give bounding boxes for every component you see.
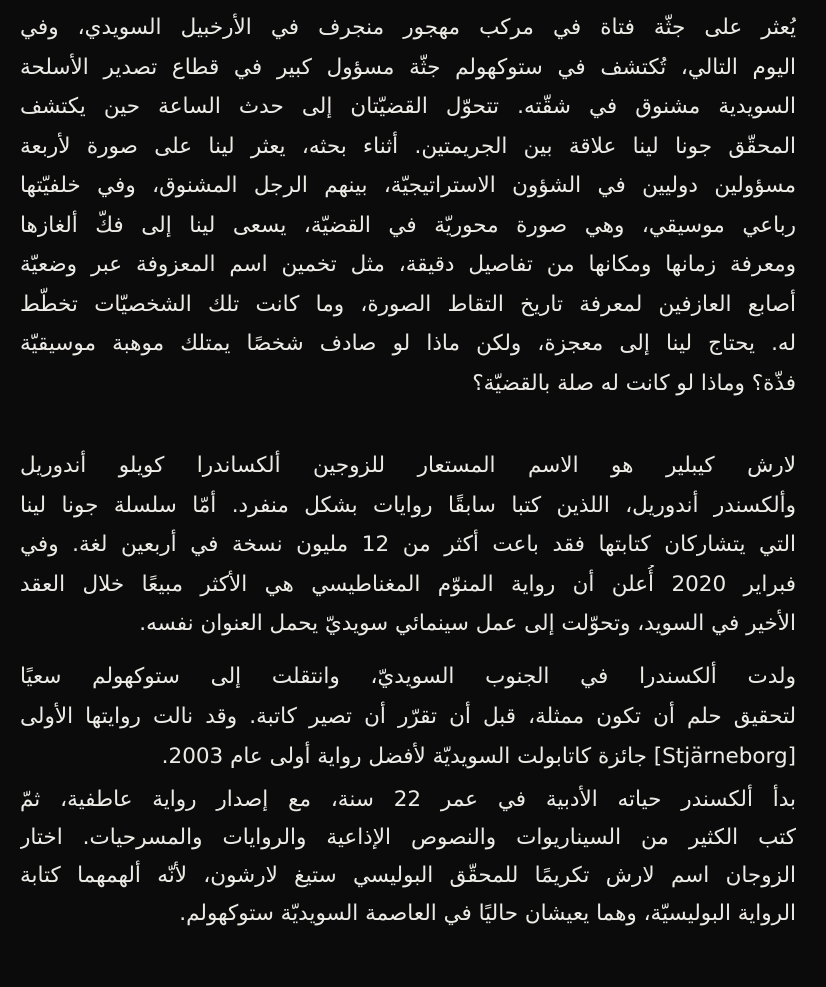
text-line: رباعي موسيقي، وهي صورة محوريّة في القضيّة، يسعى لينا إلى فكّ ألغازها xyxy=(20,212,796,238)
text-line: الأخير في السويد، وتحوّلت إلى عمل سينمائي سويديّ يحمل العنوان نفسه. xyxy=(139,611,796,636)
synopsis-paragraph xyxy=(20,8,796,403)
text-line: لتحقيق حلم أن تكون ممثلة، قبل أن تقرّر أن تصير كاتبة. وقد نالت روايتها الأولى xyxy=(20,704,796,729)
text-line: مسؤولين دوليين في الشؤون الاستراتيجيّة، بينهم الرجل المشنوق، وفي خلفيّتها xyxy=(20,173,796,198)
text-line: فبراير 2020 أُعلن أن رواية المنوّم المغناطيسي هي الأكثر مبيعًا خلال العقد xyxy=(20,571,796,597)
text-line: لارش كيبلير هو الاسم المستعار للزوجين ألكساندرا كويلو أندوريل xyxy=(20,453,796,478)
text-line: يُعثر على جثّة فتاة في مركب مهجور منجرف في الأرخبيل السويدي، وفي xyxy=(20,15,796,40)
text-line: ولدت ألكسندرا في الجنوب السويديّ، وانتقلت إلى ستوكهولم سعيًا xyxy=(20,664,796,689)
text-line: السويدية مشنوق في شقّته. تتحوّل القضيّتان إلى حدث الساعة حين يكتشف xyxy=(20,94,796,119)
text-line: ومعرفة زمانها ومكانها من تفاصيل دقيقة، مثل تخمين اسم المعزوفة عبر وضعيّة xyxy=(20,252,796,277)
alexander-bio-paragraph xyxy=(20,781,796,933)
text-line: له. يحتاج لينا إلى معجزة، ولكن ماذا لو صادف شخصًا يمتلك موهبة موسيقيّة xyxy=(20,331,796,356)
text-line: بدأ ألكسندر حياته الأدبية في عمر 22 سنة، مع إصدار رواية عاطفية، ثمّ xyxy=(20,787,796,812)
text-line: فذّة؟ وماذا لو كانت له صلة بالقضيّة؟ xyxy=(472,370,796,396)
text-line: المحقّق جونا لينا علاقة بين الجريمتين. أثناء بحثه، يعثر لينا على صورة لأربعة xyxy=(20,133,796,159)
text-line: وألكسندر أندوريل، اللذين كتبا سابقًا روايات بشكل منفرد. أمّا سلسلة جونا لينا xyxy=(20,492,796,518)
text-line: [Stjärneborg] جائزة كاتابولت السويديّة لأفضل رواية أولى عام 2003. xyxy=(161,744,796,769)
text-line: التي يتشاركان كتابتها فقد باعت أكثر من 12 مليون نسخة في أربعين لغة. وفي xyxy=(20,532,796,557)
text-line: أصابع العازفين لمعرفة تاريخ التقاط الصورة، وما كانت تلك الشخصيّات تخطّط xyxy=(20,291,796,317)
text-line: الزوجان اسم لارش تكريمًا للمحقّق البوليسي ستيغ لارشون، لأنّه ألهمهما كتابة xyxy=(20,863,796,888)
text-line: كتب الكثير من السيناريوات والنصوص الإذاعية والروايات والمسرحيات. اختار xyxy=(20,825,796,850)
text-line: الرواية البوليسيّة، وهما يعيشان حاليًا في العاصمة السويديّة ستوكهولم. xyxy=(179,901,796,926)
author-bio-paragraph xyxy=(20,446,796,644)
alexandra-bio-paragraph xyxy=(20,657,796,777)
text-line: اليوم التالي، تُكتشف في ستوكهولم جثّة مسؤول كبير في قطاع تصدير الأسلحة xyxy=(20,54,796,80)
